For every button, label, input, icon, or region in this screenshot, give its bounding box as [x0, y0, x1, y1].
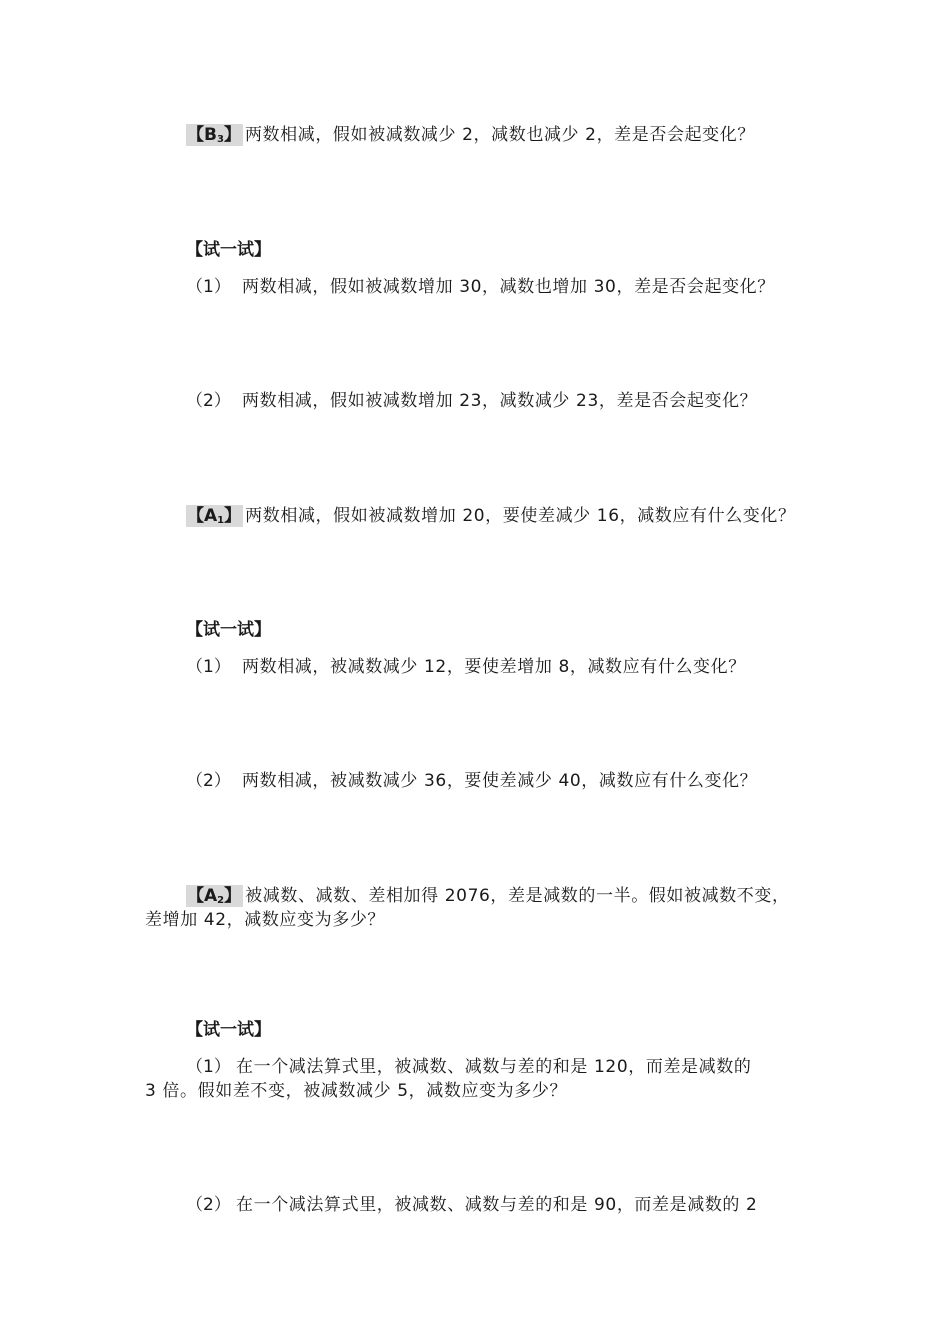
try2-item-2 — [186, 770, 757, 792]
try1-item-1 — [186, 276, 775, 298]
try3-item-1-line2: 3 倍。假如差不变，被减数减少 5，减数应变为多少？ — [145, 1081, 568, 1101]
item-text: 在一个减法算式里，被减数、减数与差的和是 90，而差是减数的 2 — [236, 1195, 758, 1215]
item-number: （1） — [186, 1057, 231, 1077]
problem-a2-text-line1: 被减数、减数、差相加得 2076，差是减数的一半。假如被减数不变， — [245, 886, 790, 906]
problem-a1-text: 两数相减，假如被减数增加 20，要使差减少 16，减数应有什么变化？ — [245, 506, 796, 526]
try-heading-1: 【试一试】 — [186, 240, 271, 260]
item-text: 在一个减法算式里，被减数、减数与差的和是 120，而差是减数的 — [236, 1057, 752, 1077]
item-number: （2） — [186, 391, 231, 411]
try3-item-1-line1 — [186, 1056, 751, 1078]
item-text: 两数相减，被减数减少 36，要使差减少 40，减数应有什么变化？ — [242, 771, 758, 791]
try-heading-3: 【试一试】 — [186, 1020, 271, 1040]
problem-b3-text: 两数相减，假如被减数减少 2，减数也减少 2，差是否会起变化？ — [244, 125, 755, 145]
item-number: （1） — [186, 657, 231, 677]
item-text: 两数相减，假如被减数增加 23，减数减少 23，差是否会起变化？ — [242, 391, 758, 411]
try1-item-2 — [186, 390, 757, 412]
try2-item-1 — [186, 656, 746, 678]
problem-a2-line2: 差增加 42，减数应变为多少？ — [145, 910, 386, 930]
problem-b3 — [186, 124, 755, 146]
item-number: （2） — [186, 771, 231, 791]
item-number: （2） — [186, 1195, 231, 1215]
problem-a1 — [186, 505, 796, 527]
try-heading-2: 【试一试】 — [186, 620, 271, 640]
problem-tag-a1: 【$A_1$】 — [187, 506, 242, 526]
problem-tag-b3: 【$B_3$】 — [187, 125, 241, 145]
problem-a2-line1 — [186, 885, 790, 907]
try3-item-2-line1 — [186, 1194, 757, 1216]
item-text: 两数相减，被减数减少 12，要使差增加 8，减数应有什么变化？ — [242, 657, 746, 677]
item-number: （1） — [186, 277, 231, 297]
item-text: 两数相减，假如被减数增加 30，减数也增加 30，差是否会起变化？ — [242, 277, 775, 297]
problem-tag-a2: 【$A_2$】 — [187, 886, 242, 906]
